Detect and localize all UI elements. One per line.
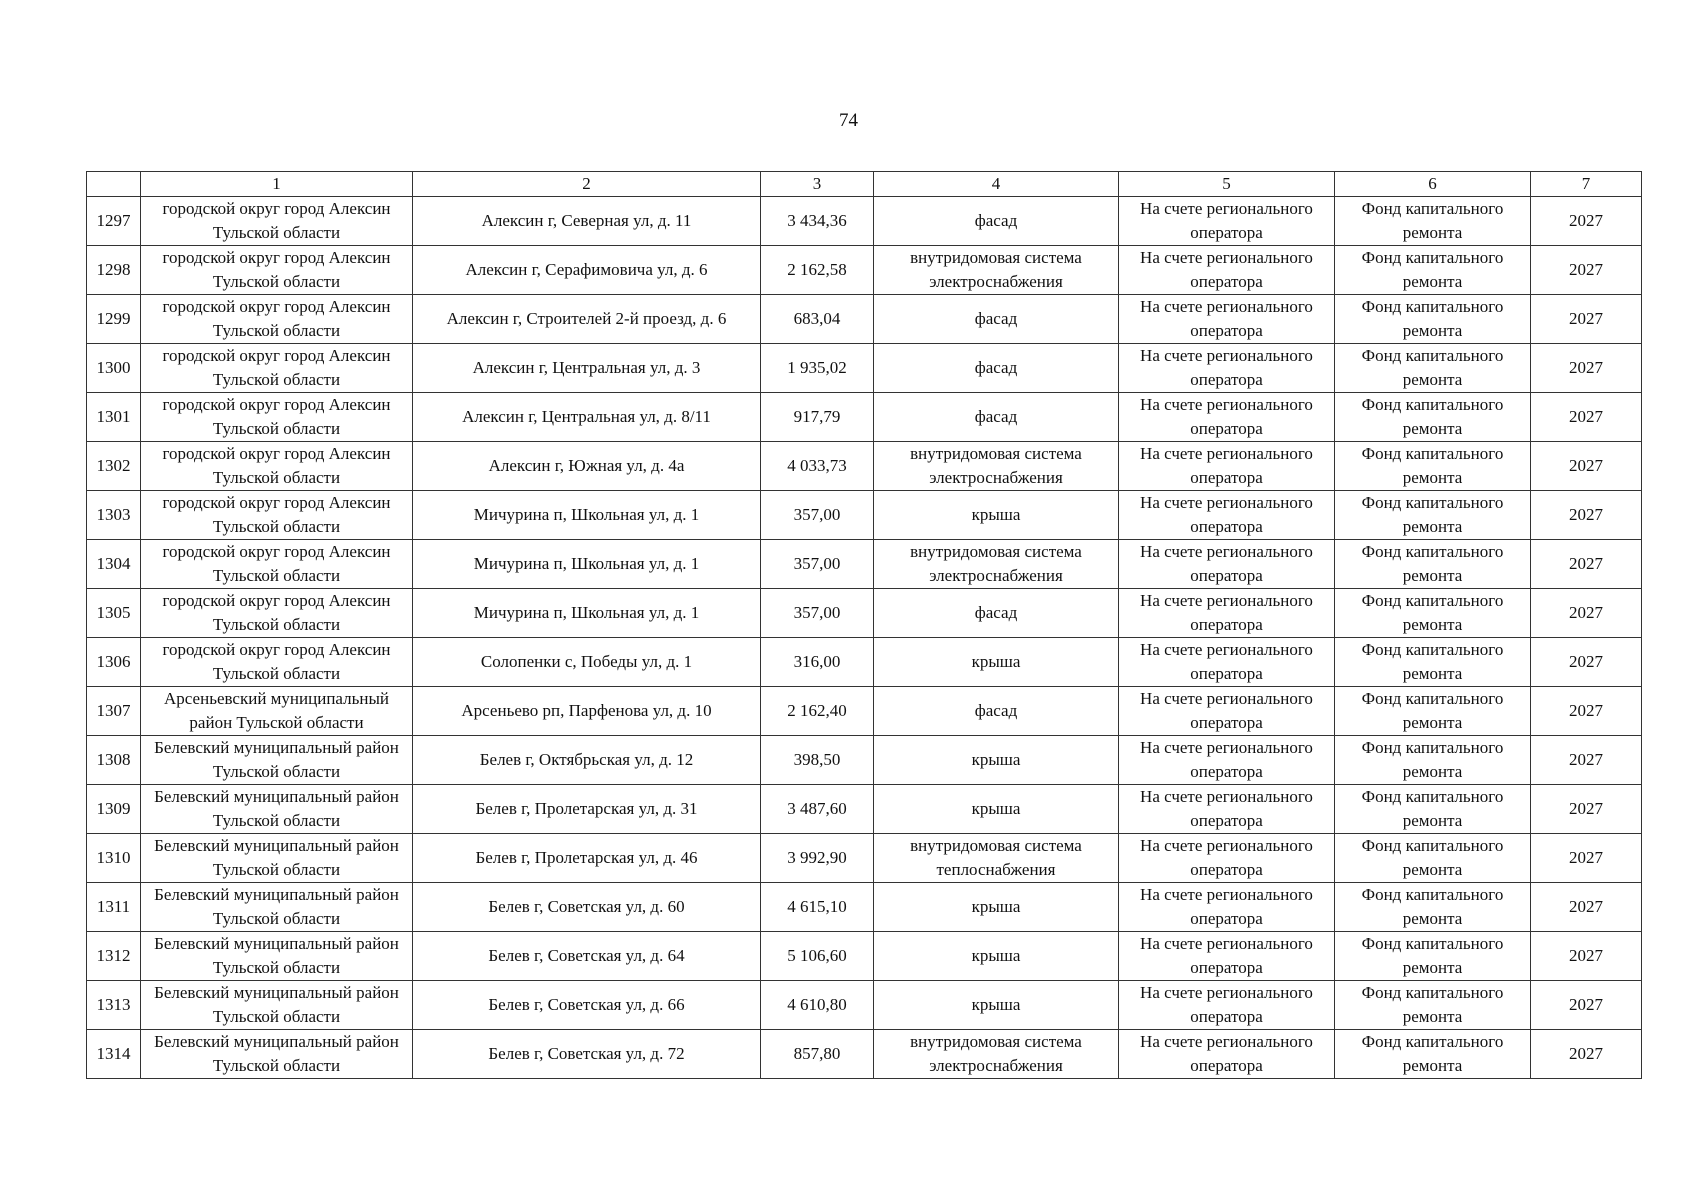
area-cell: 683,04 [761, 295, 874, 344]
account-cell: На счете регионального оператора [1119, 736, 1335, 785]
table-row [87, 491, 1642, 540]
municipality-cell: Белевский муниципальный район Тульской области [141, 834, 413, 883]
area-cell: 3 992,90 [761, 834, 874, 883]
municipality-cell: городской округ город Алексин Тульской области [141, 491, 413, 540]
table-row [87, 393, 1642, 442]
municipality-cell: Белевский муниципальный район Тульской области [141, 785, 413, 834]
row-number-cell: 1312 [87, 932, 141, 981]
area-cell: 1 935,02 [761, 344, 874, 393]
year-cell: 2027 [1531, 883, 1642, 932]
table-row [87, 540, 1642, 589]
year-cell: 2027 [1531, 638, 1642, 687]
address-cell: Алексин г, Серафимовича ул, д. 6 [413, 246, 761, 295]
account-cell: На счете регионального оператора [1119, 295, 1335, 344]
table-body [87, 197, 1642, 1079]
area-cell: 398,50 [761, 736, 874, 785]
funding-source-cell: Фонд капитального ремонта [1335, 491, 1531, 540]
work-type-cell: крыша [874, 785, 1119, 834]
account-cell: На счете регионального оператора [1119, 491, 1335, 540]
table-row [87, 1030, 1642, 1079]
column-header: 6 [1335, 172, 1531, 197]
area-cell: 316,00 [761, 638, 874, 687]
address-cell: Алексин г, Строителей 2-й проезд, д. 6 [413, 295, 761, 344]
address-cell: Мичурина п, Школьная ул, д. 1 [413, 589, 761, 638]
row-number-cell: 1308 [87, 736, 141, 785]
address-cell: Мичурина п, Школьная ул, д. 1 [413, 491, 761, 540]
table-row [87, 295, 1642, 344]
year-cell: 2027 [1531, 687, 1642, 736]
area-cell: 857,80 [761, 1030, 874, 1079]
work-type-cell: внутридомовая система электроснабжения [874, 246, 1119, 295]
work-type-cell: внутридомовая система теплоснабжения [874, 834, 1119, 883]
table-row [87, 246, 1642, 295]
page-number: 74 [839, 110, 858, 131]
area-cell: 917,79 [761, 393, 874, 442]
account-cell: На счете регионального оператора [1119, 932, 1335, 981]
year-cell: 2027 [1531, 540, 1642, 589]
area-cell: 5 106,60 [761, 932, 874, 981]
table-row [87, 883, 1642, 932]
column-number-header-row [87, 172, 1642, 197]
funding-source-cell: Фонд капитального ремонта [1335, 246, 1531, 295]
year-cell: 2027 [1531, 393, 1642, 442]
area-cell: 2 162,58 [761, 246, 874, 295]
row-number-cell: 1306 [87, 638, 141, 687]
work-type-cell: внутридомовая система электроснабжения [874, 540, 1119, 589]
area-cell: 4 033,73 [761, 442, 874, 491]
municipality-cell: городской округ город Алексин Тульской области [141, 344, 413, 393]
row-number-cell: 1314 [87, 1030, 141, 1079]
year-cell: 2027 [1531, 1030, 1642, 1079]
work-type-cell: внутридомовая система электроснабжения [874, 1030, 1119, 1079]
funding-source-cell: Фонд капитального ремонта [1335, 638, 1531, 687]
area-cell: 3 487,60 [761, 785, 874, 834]
row-number-cell: 1303 [87, 491, 141, 540]
account-cell: На счете регионального оператора [1119, 393, 1335, 442]
work-type-cell: крыша [874, 491, 1119, 540]
municipality-cell: городской округ город Алексин Тульской области [141, 197, 413, 246]
funding-source-cell: Фонд капитального ремонта [1335, 834, 1531, 883]
area-cell: 357,00 [761, 540, 874, 589]
funding-source-cell: Фонд капитального ремонта [1335, 932, 1531, 981]
table-row [87, 932, 1642, 981]
account-cell: На счете регионального оператора [1119, 834, 1335, 883]
work-type-cell: фасад [874, 393, 1119, 442]
year-cell: 2027 [1531, 246, 1642, 295]
municipality-cell: городской округ город Алексин Тульской области [141, 638, 413, 687]
work-type-cell: крыша [874, 638, 1119, 687]
row-number-cell: 1305 [87, 589, 141, 638]
year-cell: 2027 [1531, 344, 1642, 393]
account-cell: На счете регионального оператора [1119, 589, 1335, 638]
row-number-cell: 1301 [87, 393, 141, 442]
area-cell: 3 434,36 [761, 197, 874, 246]
table-row [87, 736, 1642, 785]
column-header: 3 [761, 172, 874, 197]
municipality-cell: городской округ город Алексин Тульской области [141, 540, 413, 589]
work-type-cell: крыша [874, 736, 1119, 785]
municipality-cell: Белевский муниципальный район Тульской области [141, 1030, 413, 1079]
funding-source-cell: Фонд капитального ремонта [1335, 981, 1531, 1030]
year-cell: 2027 [1531, 932, 1642, 981]
column-header: 4 [874, 172, 1119, 197]
municipality-cell: Белевский муниципальный район Тульской области [141, 736, 413, 785]
account-cell: На счете регионального оператора [1119, 344, 1335, 393]
table-row [87, 981, 1642, 1030]
table-row [87, 638, 1642, 687]
row-number-cell: 1311 [87, 883, 141, 932]
year-cell: 2027 [1531, 442, 1642, 491]
table-row [87, 834, 1642, 883]
account-cell: На счете регионального оператора [1119, 883, 1335, 932]
column-header: 2 [413, 172, 761, 197]
area-cell: 357,00 [761, 491, 874, 540]
year-cell: 2027 [1531, 785, 1642, 834]
table-row [87, 344, 1642, 393]
row-number-cell: 1302 [87, 442, 141, 491]
work-type-cell: крыша [874, 932, 1119, 981]
work-type-cell: фасад [874, 344, 1119, 393]
year-cell: 2027 [1531, 736, 1642, 785]
municipality-cell: городской округ город Алексин Тульской области [141, 393, 413, 442]
funding-source-cell: Фонд капитального ремонта [1335, 589, 1531, 638]
address-cell: Алексин г, Центральная ул, д. 8/11 [413, 393, 761, 442]
funding-source-cell: Фонд капитального ремонта [1335, 295, 1531, 344]
address-cell: Белев г, Октябрьская ул, д. 12 [413, 736, 761, 785]
address-cell: Мичурина п, Школьная ул, д. 1 [413, 540, 761, 589]
funding-source-cell: Фонд капитального ремонта [1335, 344, 1531, 393]
funding-source-cell: Фонд капитального ремонта [1335, 393, 1531, 442]
year-cell: 2027 [1531, 491, 1642, 540]
funding-source-cell: Фонд капитального ремонта [1335, 883, 1531, 932]
table-row [87, 785, 1642, 834]
account-cell: На счете регионального оператора [1119, 197, 1335, 246]
funding-source-cell: Фонд капитального ремонта [1335, 442, 1531, 491]
area-cell: 4 615,10 [761, 883, 874, 932]
row-number-cell: 1310 [87, 834, 141, 883]
row-number-cell: 1298 [87, 246, 141, 295]
row-number-cell: 1307 [87, 687, 141, 736]
municipality-cell: городской округ город Алексин Тульской области [141, 589, 413, 638]
address-cell: Солопенки с, Победы ул, д. 1 [413, 638, 761, 687]
row-number-cell: 1297 [87, 197, 141, 246]
year-cell: 2027 [1531, 197, 1642, 246]
account-cell: На счете регионального оператора [1119, 785, 1335, 834]
work-type-cell: фасад [874, 589, 1119, 638]
column-header: 5 [1119, 172, 1335, 197]
work-type-cell: фасад [874, 197, 1119, 246]
funding-source-cell: Фонд капитального ремонта [1335, 785, 1531, 834]
address-cell: Белев г, Пролетарская ул, д. 31 [413, 785, 761, 834]
municipality-cell: Арсеньевский муниципальный район Тульской области [141, 687, 413, 736]
work-type-cell: фасад [874, 295, 1119, 344]
municipality-cell: городской округ город Алексин Тульской области [141, 246, 413, 295]
row-number-cell: 1309 [87, 785, 141, 834]
account-cell: На счете регионального оператора [1119, 442, 1335, 491]
work-type-cell: крыша [874, 883, 1119, 932]
funding-source-cell: Фонд капитального ремонта [1335, 197, 1531, 246]
address-cell: Алексин г, Северная ул, д. 11 [413, 197, 761, 246]
repair-registry-table [86, 171, 1642, 1079]
address-cell: Алексин г, Южная ул, д. 4а [413, 442, 761, 491]
column-header [87, 172, 141, 197]
address-cell: Белев г, Советская ул, д. 64 [413, 932, 761, 981]
table-row [87, 197, 1642, 246]
column-header: 1 [141, 172, 413, 197]
year-cell: 2027 [1531, 589, 1642, 638]
municipality-cell: городской округ город Алексин Тульской области [141, 442, 413, 491]
row-number-cell: 1300 [87, 344, 141, 393]
work-type-cell: крыша [874, 981, 1119, 1030]
row-number-cell: 1299 [87, 295, 141, 344]
table-row [87, 687, 1642, 736]
account-cell: На счете регионального оператора [1119, 638, 1335, 687]
municipality-cell: Белевский муниципальный район Тульской области [141, 981, 413, 1030]
address-cell: Белев г, Советская ул, д. 60 [413, 883, 761, 932]
area-cell: 357,00 [761, 589, 874, 638]
account-cell: На счете регионального оператора [1119, 540, 1335, 589]
address-cell: Арсеньево рп, Парфенова ул, д. 10 [413, 687, 761, 736]
area-cell: 4 610,80 [761, 981, 874, 1030]
funding-source-cell: Фонд капитального ремонта [1335, 1030, 1531, 1079]
year-cell: 2027 [1531, 295, 1642, 344]
funding-source-cell: Фонд капитального ремонта [1335, 540, 1531, 589]
work-type-cell: фасад [874, 687, 1119, 736]
address-cell: Белев г, Советская ул, д. 72 [413, 1030, 761, 1079]
table-row [87, 442, 1642, 491]
row-number-cell: 1304 [87, 540, 141, 589]
address-cell: Белев г, Пролетарская ул, д. 46 [413, 834, 761, 883]
column-header: 7 [1531, 172, 1642, 197]
account-cell: На счете регионального оператора [1119, 246, 1335, 295]
area-cell: 2 162,40 [761, 687, 874, 736]
work-type-cell: внутридомовая система электроснабжения [874, 442, 1119, 491]
municipality-cell: Белевский муниципальный район Тульской области [141, 932, 413, 981]
address-cell: Алексин г, Центральная ул, д. 3 [413, 344, 761, 393]
row-number-cell: 1313 [87, 981, 141, 1030]
table-row [87, 589, 1642, 638]
year-cell: 2027 [1531, 981, 1642, 1030]
account-cell: На счете регионального оператора [1119, 1030, 1335, 1079]
year-cell: 2027 [1531, 834, 1642, 883]
funding-source-cell: Фонд капитального ремонта [1335, 736, 1531, 785]
funding-source-cell: Фонд капитального ремонта [1335, 687, 1531, 736]
account-cell: На счете регионального оператора [1119, 981, 1335, 1030]
address-cell: Белев г, Советская ул, д. 66 [413, 981, 761, 1030]
municipality-cell: Белевский муниципальный район Тульской области [141, 883, 413, 932]
account-cell: На счете регионального оператора [1119, 687, 1335, 736]
municipality-cell: городской округ город Алексин Тульской области [141, 295, 413, 344]
